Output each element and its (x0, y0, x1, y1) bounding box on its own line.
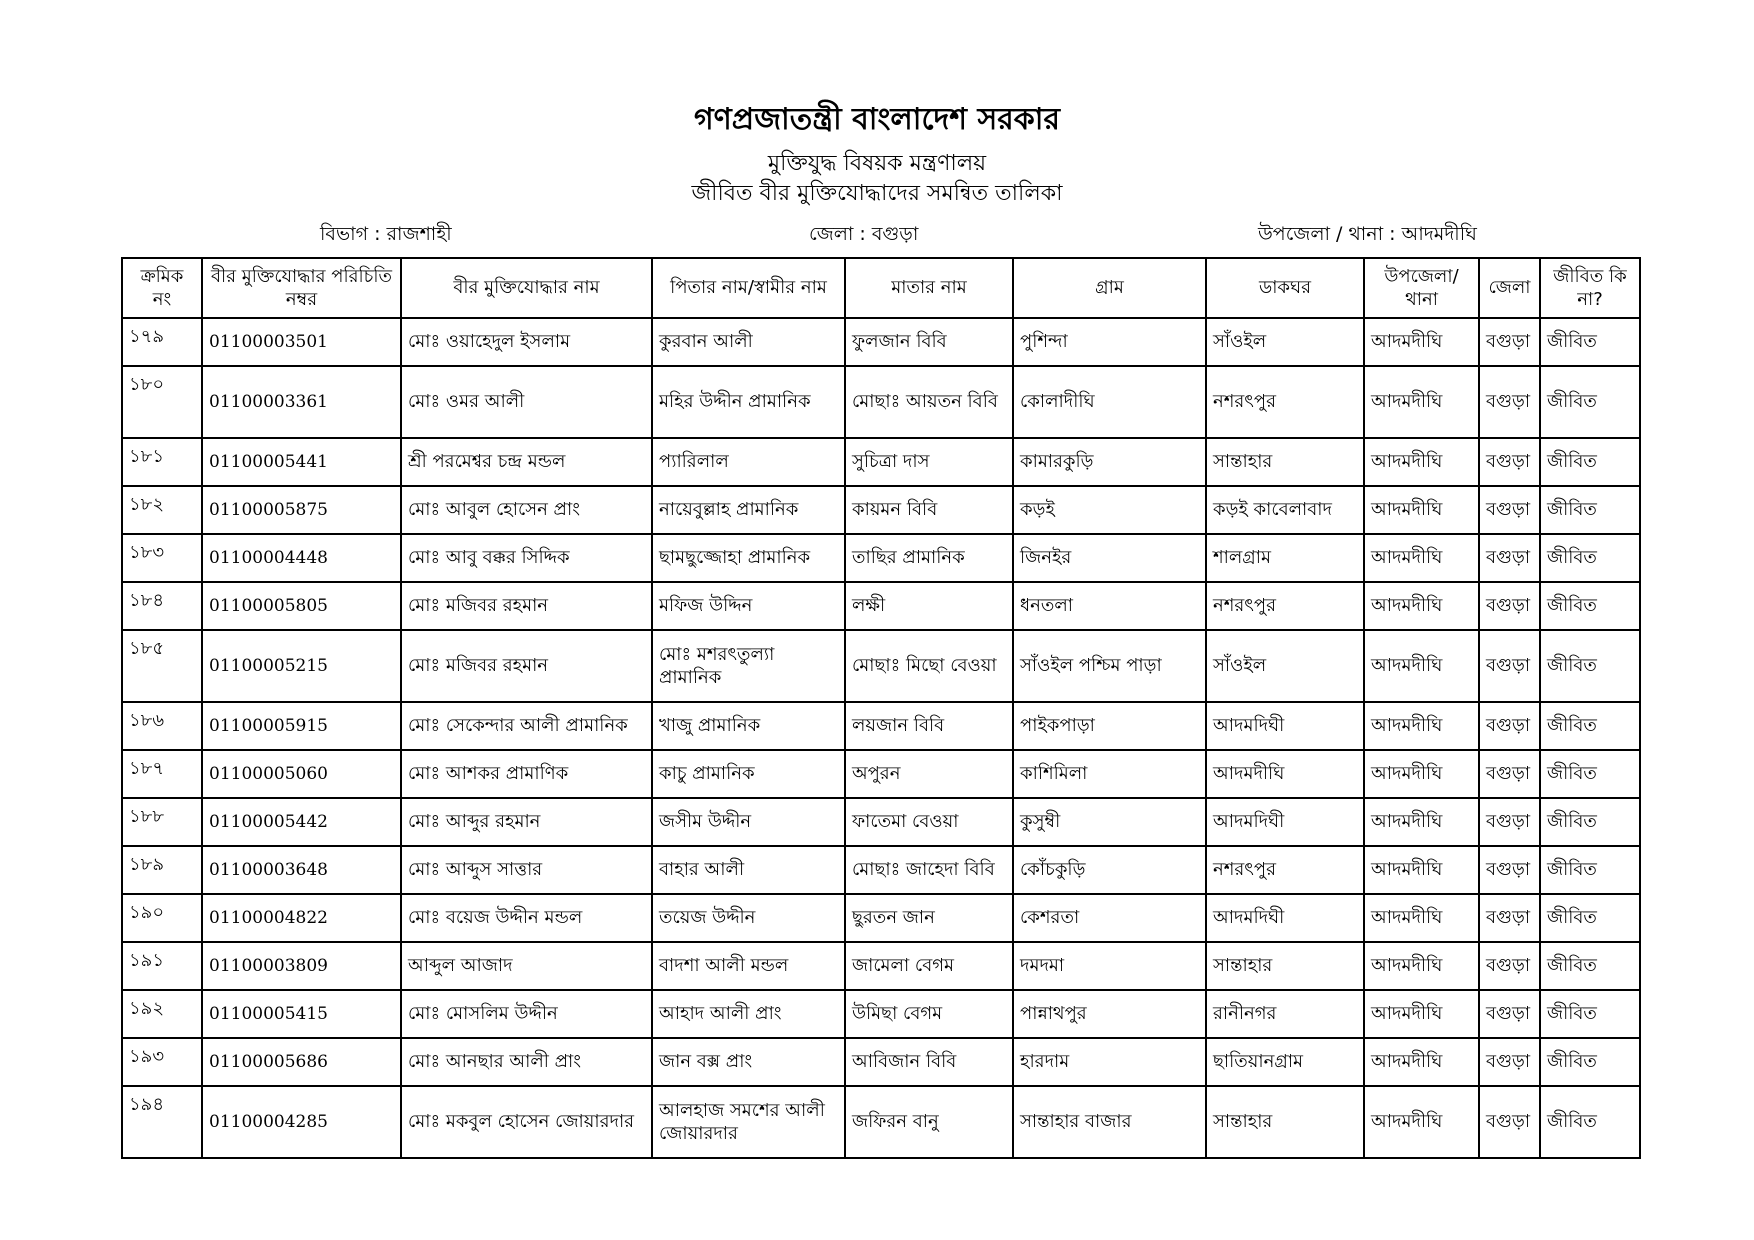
cell-name: মোঃ আব্দুস সাত্তার (401, 846, 652, 894)
cell-serial: ১৭৯ (122, 318, 202, 366)
cell-father: মফিজ উদ্দিন (652, 582, 845, 630)
cell-village: সান্তাহার বাজার (1013, 1086, 1206, 1158)
cell-upazila: আদমদীঘি (1364, 1086, 1479, 1158)
cell-village: কেশরতা (1013, 894, 1206, 942)
table-row (122, 702, 1640, 750)
cell-district: বগুড়া (1479, 486, 1540, 534)
cell-father: জসীম উদ্দীন (652, 798, 845, 846)
table-row (122, 894, 1640, 942)
table-row (122, 1038, 1640, 1086)
cell-upazila: আদমদীঘি (1364, 846, 1479, 894)
cell-post-office: নশরৎপুর (1206, 846, 1364, 894)
cell-village: হারদাম (1013, 1038, 1206, 1086)
cell-name: মোঃ আশকর প্রামাণিক (401, 750, 652, 798)
cell-alive: জীবিত (1540, 486, 1640, 534)
cell-mother: ফুলজান বিবি (845, 318, 1013, 366)
cell-alive: জীবিত (1540, 438, 1640, 486)
cell-alive: জীবিত (1540, 798, 1640, 846)
freedom-fighters-table (121, 257, 1641, 1159)
table-row (122, 630, 1640, 702)
column-header-upazila: উপজেলা/থানা (1364, 258, 1479, 318)
cell-id: 01100005915 (202, 702, 401, 750)
column-header-village: গ্রাম (1013, 258, 1206, 318)
cell-father: আহাদ আলী প্রাং (652, 990, 845, 1038)
cell-mother: লক্ষী (845, 582, 1013, 630)
cell-alive: জীবিত (1540, 366, 1640, 438)
cell-district: বগুড়া (1479, 990, 1540, 1038)
cell-id: 01100005805 (202, 582, 401, 630)
list-title: জীবিত বীর মুক্তিযোদ্ধাদের সমন্বিত তালিকা (691, 181, 1063, 206)
cell-upazila: আদমদীঘি (1364, 702, 1479, 750)
cell-serial: ১৮৭ (122, 750, 202, 798)
cell-village: কোলাদীঘি (1013, 366, 1206, 438)
cell-upazila: আদমদীঘি (1364, 438, 1479, 486)
cell-post-office: সান্তাহার (1206, 438, 1364, 486)
cell-id: 01100005442 (202, 798, 401, 846)
cell-alive: জীবিত (1540, 750, 1640, 798)
cell-name: মোঃ ওয়াহেদুল ইসলাম (401, 318, 652, 366)
cell-upazila: আদমদীঘি (1364, 582, 1479, 630)
cell-id: 01100005060 (202, 750, 401, 798)
cell-upazila: আদমদীঘি (1364, 318, 1479, 366)
cell-id: 01100004448 (202, 534, 401, 582)
cell-district: বগুড়া (1479, 798, 1540, 846)
cell-district: বগুড়া (1479, 1086, 1540, 1158)
table-row (122, 750, 1640, 798)
cell-mother: মোছাঃ মিছো বেওয়া (845, 630, 1013, 702)
cell-father: বাহার আলী (652, 846, 845, 894)
cell-district: বগুড়া (1479, 846, 1540, 894)
cell-name: মোঃ বয়েজ উদ্দীন মন্ডল (401, 894, 652, 942)
cell-mother: ছুরতন জান (845, 894, 1013, 942)
cell-alive: জীবিত (1540, 1038, 1640, 1086)
cell-district: বগুড়া (1479, 582, 1540, 630)
cell-id: 01100003809 (202, 942, 401, 990)
column-header-post-office: ডাকঘর (1206, 258, 1364, 318)
cell-upazila: আদমদীঘি (1364, 1038, 1479, 1086)
cell-mother: সুচিত্রা দাস (845, 438, 1013, 486)
cell-name: মোঃ মজিবর রহমান (401, 582, 652, 630)
cell-name: মোঃ মকবুল হোসেন জোয়ারদার (401, 1086, 652, 1158)
cell-post-office: কড়ই কাবেলাবাদ (1206, 486, 1364, 534)
cell-serial: ১৮৮ (122, 798, 202, 846)
cell-name: মোঃ মোসলিম উদ্দীন (401, 990, 652, 1038)
cell-alive: জীবিত (1540, 894, 1640, 942)
cell-district: বগুড়া (1479, 942, 1540, 990)
cell-father: মহির উদ্দীন প্রামানিক (652, 366, 845, 438)
cell-village: কামারকুড়ি (1013, 438, 1206, 486)
cell-serial: ১৯২ (122, 990, 202, 1038)
cell-post-office: সান্তাহার (1206, 1086, 1364, 1158)
table-row (122, 942, 1640, 990)
cell-village: পান্নাথপুর (1013, 990, 1206, 1038)
cell-mother: কায়মন বিবি (845, 486, 1013, 534)
cell-district: বগুড়া (1479, 750, 1540, 798)
cell-serial: ১৯০ (122, 894, 202, 942)
cell-id: 01100004822 (202, 894, 401, 942)
cell-village: ধনতলা (1013, 582, 1206, 630)
cell-district: বগুড়া (1479, 702, 1540, 750)
cell-district: বগুড়া (1479, 318, 1540, 366)
cell-father: নায়েবুল্লাহ প্রামানিক (652, 486, 845, 534)
cell-id: 01100005215 (202, 630, 401, 702)
table-row (122, 990, 1640, 1038)
table-header-row (122, 258, 1640, 318)
cell-alive: জীবিত (1540, 942, 1640, 990)
cell-father: আলহাজ সমশের আলী জোয়ারদার (652, 1086, 845, 1158)
cell-name: শ্রী পরমেশ্বর চন্দ্র মন্ডল (401, 438, 652, 486)
cell-upazila: আদমদীঘি (1364, 486, 1479, 534)
cell-alive: জীবিত (1540, 582, 1640, 630)
cell-district: বগুড়া (1479, 366, 1540, 438)
column-header-name: বীর মুক্তিযোদ্ধার নাম (401, 258, 652, 318)
cell-upazila: আদমদীঘি (1364, 534, 1479, 582)
cell-name: মোঃ মজিবর রহমান (401, 630, 652, 702)
cell-mother: আবিজান বিবি (845, 1038, 1013, 1086)
cell-post-office: নশরৎপুর (1206, 582, 1364, 630)
cell-name: মোঃ আবুল হোসেন প্রাং (401, 486, 652, 534)
table-row (122, 846, 1640, 894)
cell-mother: মোছাঃ জাহেদা বিবি (845, 846, 1013, 894)
division-label: বিভাগ : রাজশাহী (320, 223, 452, 245)
cell-village: কোঁচকুড়ি (1013, 846, 1206, 894)
cell-father: কুরবান আলী (652, 318, 845, 366)
cell-alive: জীবিত (1540, 846, 1640, 894)
cell-name: মোঃ সেকেন্দার আলী প্রামানিক (401, 702, 652, 750)
cell-post-office: ছাতিয়ানগ্রাম (1206, 1038, 1364, 1086)
cell-father: তয়েজ উদ্দীন (652, 894, 845, 942)
cell-upazila: আদমদীঘি (1364, 630, 1479, 702)
cell-mother: ফাতেমা বেওয়া (845, 798, 1013, 846)
cell-upazila: আদমদীঘি (1364, 750, 1479, 798)
cell-post-office: আদমদিঘী (1206, 894, 1364, 942)
column-header-id: বীর মুক্তিযোদ্ধার পরিচিতি নম্বর (202, 258, 401, 318)
cell-father: প্যারিলাল (652, 438, 845, 486)
column-header-father: পিতার নাম/স্বামীর নাম (652, 258, 845, 318)
cell-alive: জীবিত (1540, 990, 1640, 1038)
cell-district: বগুড়া (1479, 1038, 1540, 1086)
cell-name: মোঃ আবু বক্কর সিদ্দিক (401, 534, 652, 582)
cell-district: বগুড়া (1479, 438, 1540, 486)
cell-alive: জীবিত (1540, 702, 1640, 750)
cell-village: সাঁওইল পশ্চিম পাড়া (1013, 630, 1206, 702)
cell-id: 01100004285 (202, 1086, 401, 1158)
cell-id: 01100003501 (202, 318, 401, 366)
cell-alive: জীবিত (1540, 534, 1640, 582)
cell-id: 01100005441 (202, 438, 401, 486)
cell-district: বগুড়া (1479, 534, 1540, 582)
cell-serial: ১৯৩ (122, 1038, 202, 1086)
ministry-title: মুক্তিযুদ্ধ বিষয়ক মন্ত্রণালয় (767, 151, 987, 176)
cell-mother: জামেলা বেগম (845, 942, 1013, 990)
cell-post-office: সাঁওইল (1206, 630, 1364, 702)
column-header-district: জেলা (1479, 258, 1540, 318)
column-header-alive: জীবিত কি না? (1540, 258, 1640, 318)
cell-upazila: আদমদীঘি (1364, 990, 1479, 1038)
cell-mother: উমিছা বেগম (845, 990, 1013, 1038)
table-row (122, 366, 1640, 438)
cell-upazila: আদমদীঘি (1364, 942, 1479, 990)
cell-village: পাইকপাড়া (1013, 702, 1206, 750)
cell-post-office: শালগ্রাম (1206, 534, 1364, 582)
cell-upazila: আদমদীঘি (1364, 798, 1479, 846)
cell-father: বাদশা আলী মন্ডল (652, 942, 845, 990)
cell-name: মোঃ ওমর আলী (401, 366, 652, 438)
cell-upazila: আদমদীঘি (1364, 894, 1479, 942)
cell-father: কাচু প্রামানিক (652, 750, 845, 798)
cell-father: খাজু প্রামানিক (652, 702, 845, 750)
cell-serial: ১৮৪ (122, 582, 202, 630)
cell-name: মোঃ আব্দুর রহমান (401, 798, 652, 846)
cell-mother: অপুরন (845, 750, 1013, 798)
table-row (122, 438, 1640, 486)
cell-village: কুসুম্বী (1013, 798, 1206, 846)
cell-name: মোঃ আনছার আলী প্রাং (401, 1038, 652, 1086)
column-header-serial: ক্রমিক নং (122, 258, 202, 318)
cell-serial: ১৮১ (122, 438, 202, 486)
cell-id: 01100005415 (202, 990, 401, 1038)
cell-post-office: নশরৎপুর (1206, 366, 1364, 438)
cell-serial: ১৮৬ (122, 702, 202, 750)
column-header-mother: মাতার নাম (845, 258, 1013, 318)
cell-serial: ১৯১ (122, 942, 202, 990)
cell-village: কড়ই (1013, 486, 1206, 534)
cell-serial: ১৮০ (122, 366, 202, 438)
cell-mother: জফিরন বানু (845, 1086, 1013, 1158)
cell-upazila: আদমদীঘি (1364, 366, 1479, 438)
cell-mother: তাছির প্রামানিক (845, 534, 1013, 582)
cell-post-office: আদমদিঘী (1206, 702, 1364, 750)
cell-village: কাশিমিলা (1013, 750, 1206, 798)
cell-id: 01100003648 (202, 846, 401, 894)
government-title: গণপ্রজাতন্ত্রী বাংলাদেশ সরকার (694, 102, 1060, 137)
cell-alive: জীবিত (1540, 318, 1640, 366)
cell-post-office: আদমদীঘি (1206, 750, 1364, 798)
cell-district: বগুড়া (1479, 894, 1540, 942)
cell-serial: ১৮৩ (122, 534, 202, 582)
table-row (122, 798, 1640, 846)
cell-serial: ১৮২ (122, 486, 202, 534)
cell-father: ছামছুজ্জোহা প্রামানিক (652, 534, 845, 582)
cell-post-office: সান্তাহার (1206, 942, 1364, 990)
cell-id: 01100005875 (202, 486, 401, 534)
cell-alive: জীবিত (1540, 630, 1640, 702)
cell-id: 01100003361 (202, 366, 401, 438)
cell-father: জান বক্স প্রাং (652, 1038, 845, 1086)
cell-serial: ১৮৯ (122, 846, 202, 894)
cell-father: মোঃ মশরৎতুল্যা প্রামানিক (652, 630, 845, 702)
district-label: জেলা : বগুড়া (809, 223, 919, 245)
cell-serial: ১৯৪ (122, 1086, 202, 1158)
table-row (122, 318, 1640, 366)
cell-post-office: রানীনগর (1206, 990, 1364, 1038)
cell-district: বগুড়া (1479, 630, 1540, 702)
cell-mother: মোছাঃ আয়তন বিবি (845, 366, 1013, 438)
cell-serial: ১৮৫ (122, 630, 202, 702)
cell-id: 01100005686 (202, 1038, 401, 1086)
table-row (122, 1086, 1640, 1158)
table-row (122, 486, 1640, 534)
cell-mother: লয়জান বিবি (845, 702, 1013, 750)
cell-village: দমদমা (1013, 942, 1206, 990)
table-row (122, 534, 1640, 582)
cell-post-office: আদমদিঘী (1206, 798, 1364, 846)
cell-name: আব্দুল আজাদ (401, 942, 652, 990)
upazila-label: উপজেলা / থানা : আদমদীঘি (1258, 223, 1477, 245)
cell-alive: জীবিত (1540, 1086, 1640, 1158)
cell-village: পুশিন্দা (1013, 318, 1206, 366)
cell-village: জিনইর (1013, 534, 1206, 582)
table-row (122, 582, 1640, 630)
cell-post-office: সাঁওইল (1206, 318, 1364, 366)
